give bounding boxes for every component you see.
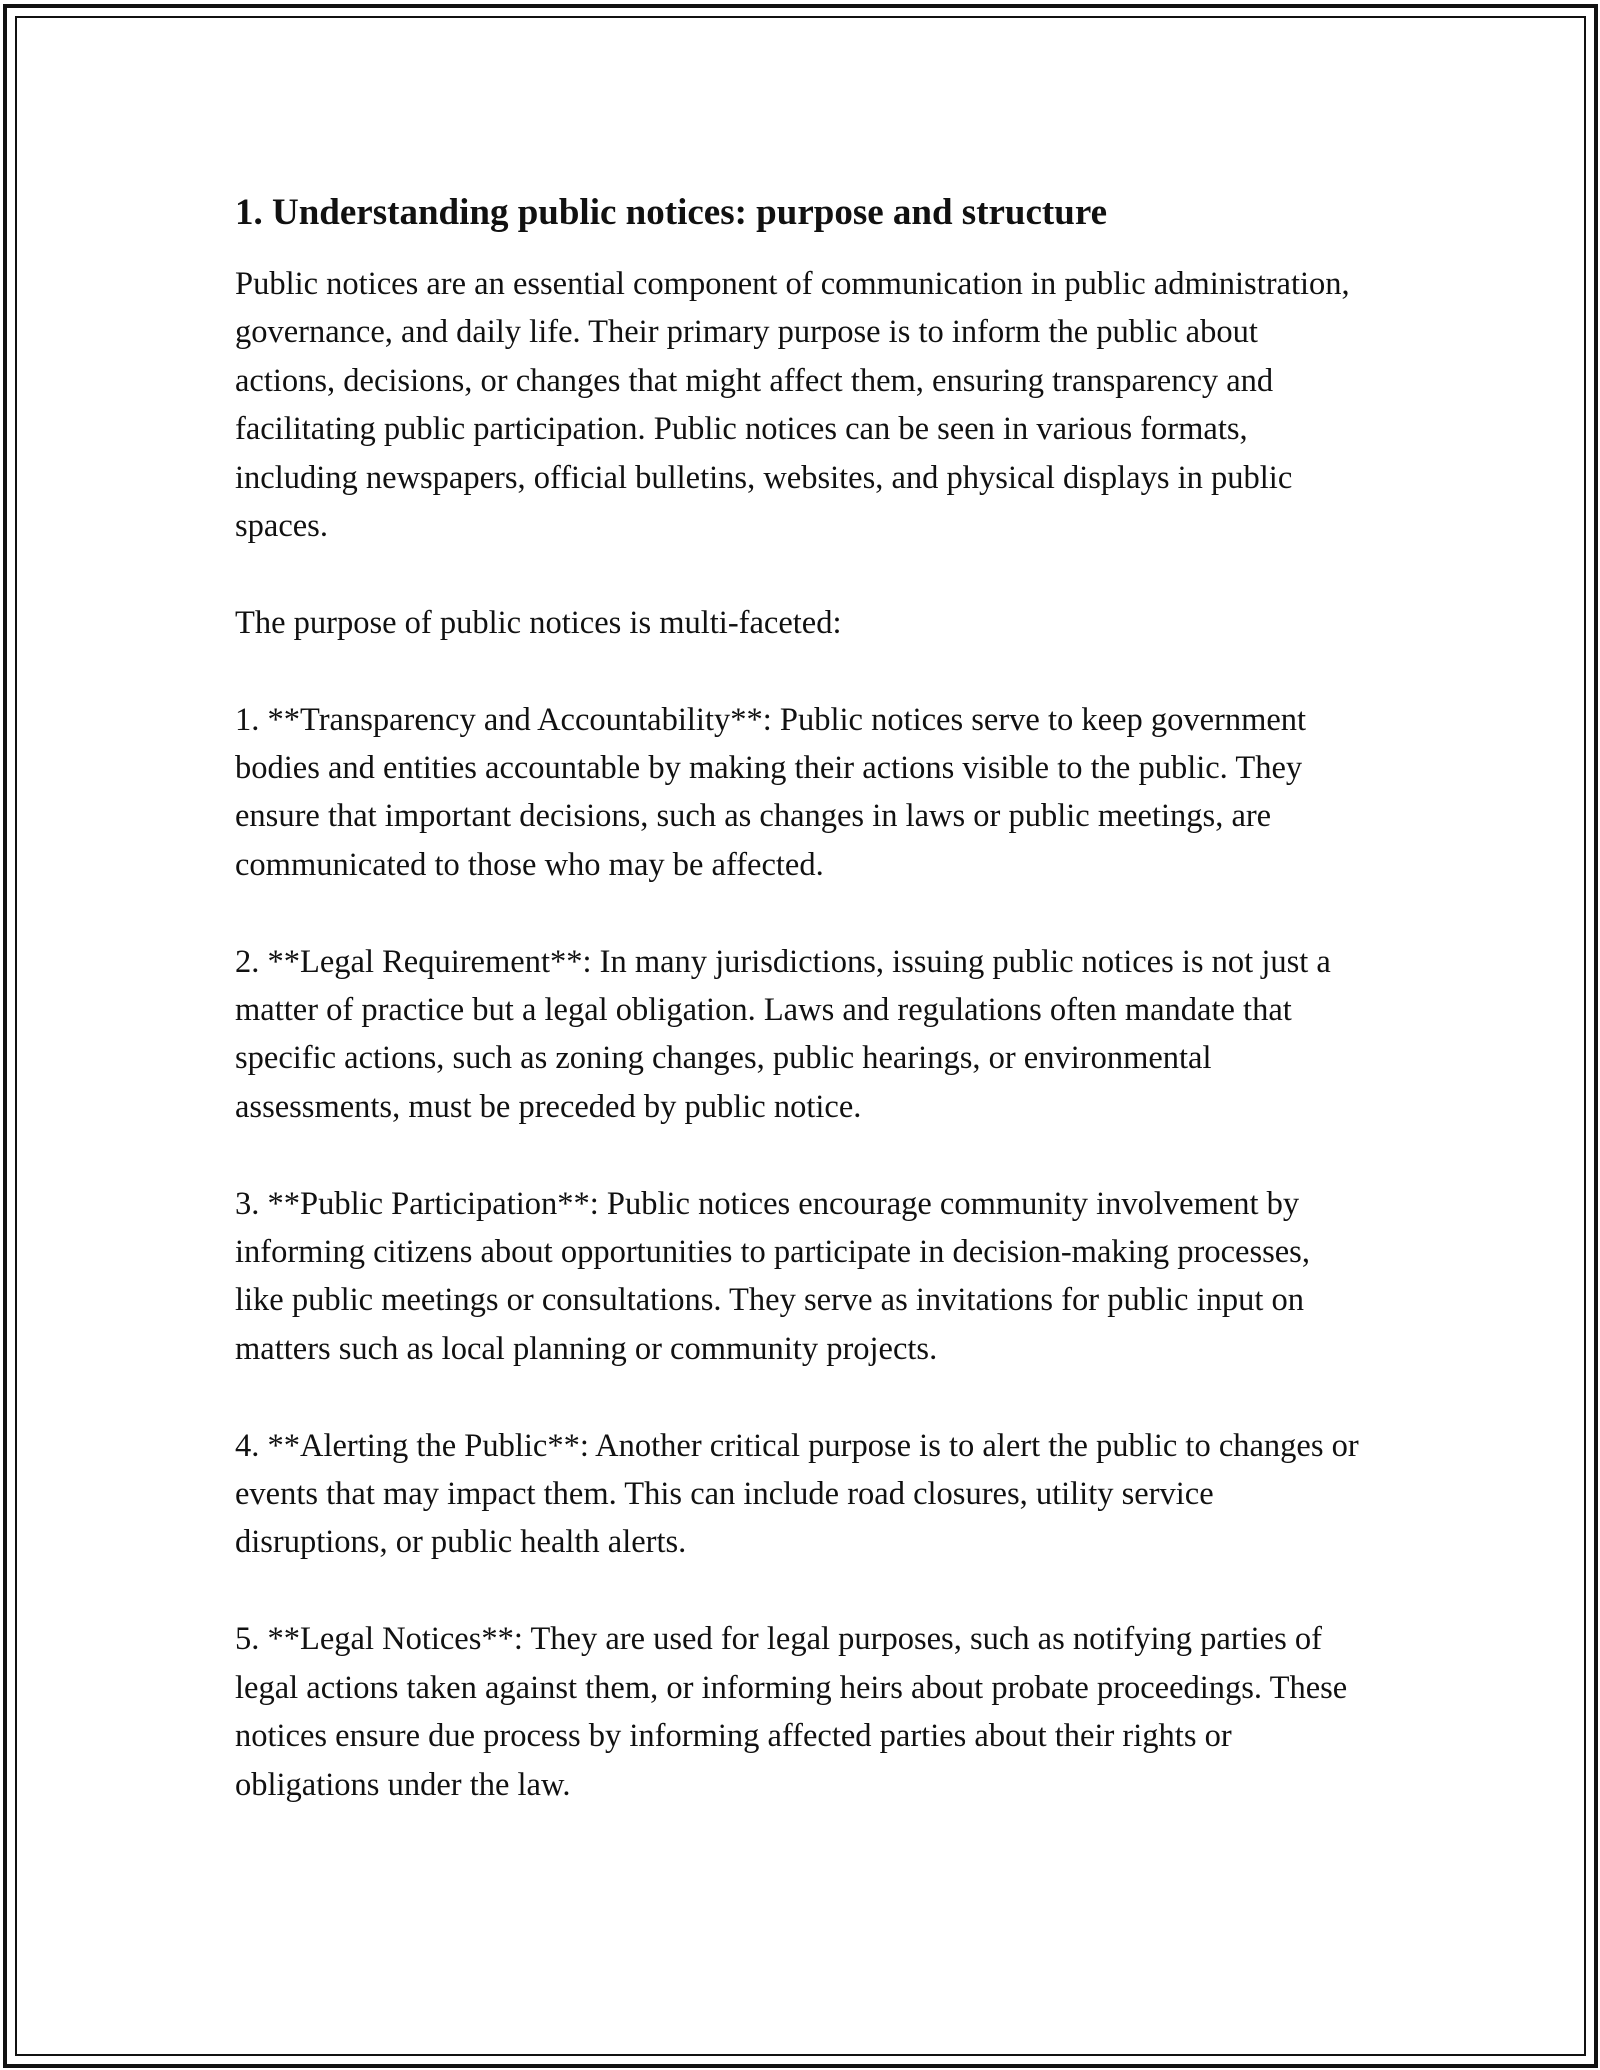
list-item-public-participation: 3. **Public Participation**: Public notices encourage community involvement by informing citizens about opportunities to participate in decision-making processes, like public meetings or consultations. They serve as invitations for public input on matters such as local planning or community projects. [235,1185,1310,1367]
purpose-lead-paragraph: The purpose of public notices is multi-faceted: [235,604,842,641]
intro-paragraph: Public notices are an essential component of communication in public administration, governance, and daily life. Their primary purpose is to inform the public about actions, decisions, or changes that might affect them, ensuring transparency and facilitating public participation. Public notices can be seen in various formats, including newspapers, official bulletins, websites, and physical displays in public spaces. [235,266,1350,545]
document-body [235,185,1365,1857]
list-item-transparency: 1. **Transparency and Accountability**: Public notices serve to keep government bodies and entities accountable by making their actions visible to the public. They ensure that important decisions, such as changes in laws or public meetings, are communicated to those who may be affected. [235,701,1307,883]
list-item-legal-notices: 5. **Legal Notices**: They are used for legal purposes, such as notifying parties of legal actions taken against them, or informing heirs about probate proceedings. These notices ensure due process by informing affected parties about their rights or obligations under the law. [235,1621,1348,1803]
list-item-alerting-public: 4. **Alerting the Public**: Another critical purpose is to alert the public to changes or events that may impact them. This can include road closures, utility service disruptions, or public health alerts. [235,1427,1359,1561]
section-heading: 1. Understanding public notices: purpose and structure [235,192,1108,233]
list-item-legal-requirement: 2. **Legal Requirement**: In many jurisdictions, issuing public notices is not just a matter of practice but a legal obligation. Laws and regulations often mandate that specific actions, such as zoning changes, public hearings, or environmental assessments, must be preceded by public notice. [235,943,1331,1125]
